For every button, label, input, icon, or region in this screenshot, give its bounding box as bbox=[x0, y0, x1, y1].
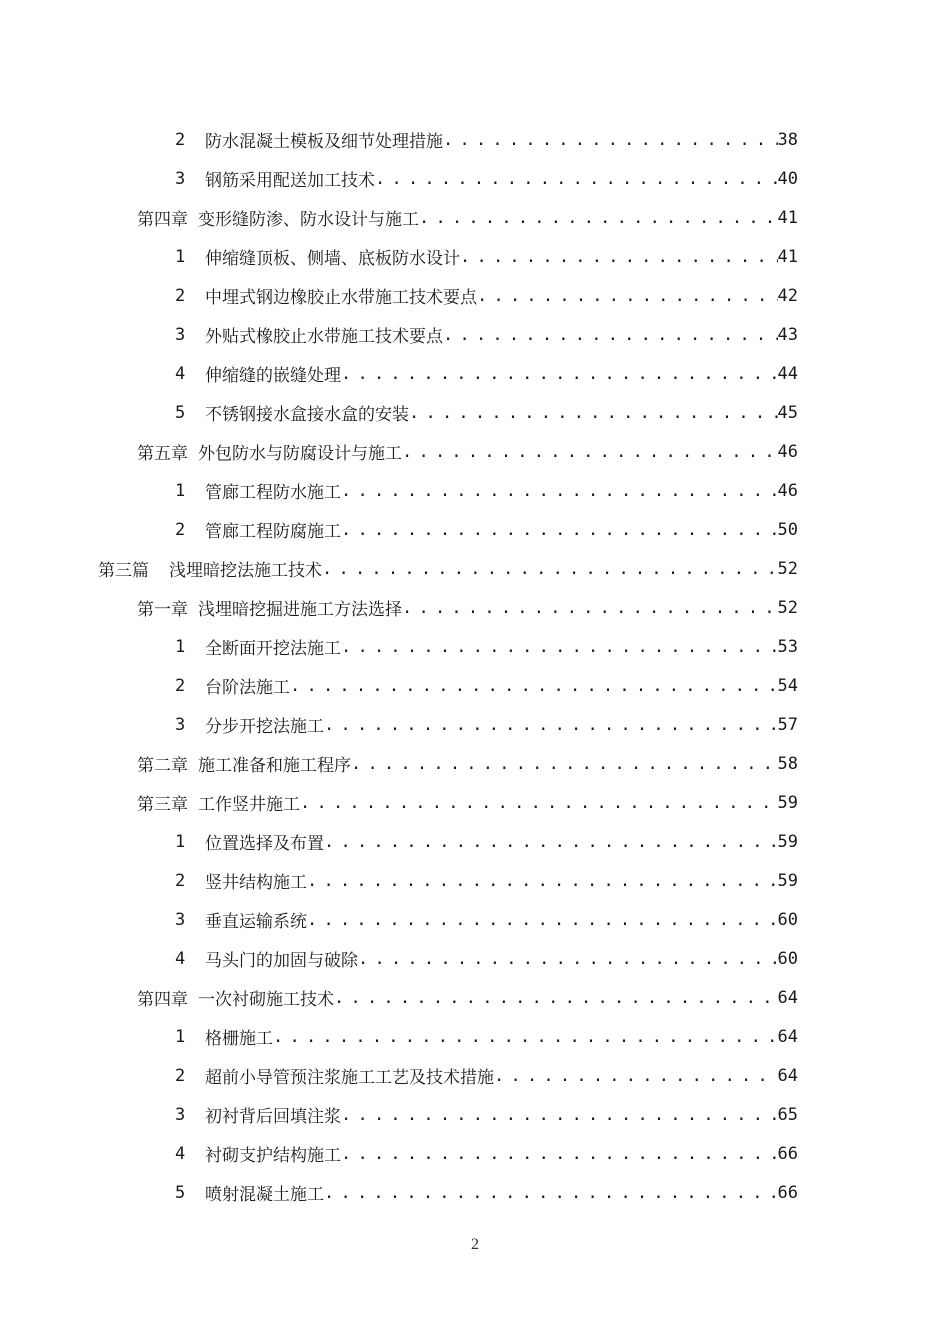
toc-entry-number: 2 bbox=[175, 285, 186, 306]
toc-entry-page: 59 bbox=[777, 870, 798, 891]
toc-dot-leader bbox=[443, 130, 778, 150]
toc-entry[interactable] bbox=[0, 627, 950, 666]
toc-entry-title: 一次衬砌施工技术 bbox=[198, 990, 334, 1010]
toc-dot-leader bbox=[419, 208, 778, 228]
toc-entry-title: 钢筋采用配送加工技术 bbox=[205, 171, 375, 191]
toc-entry-page: 54 bbox=[777, 675, 798, 696]
toc-entry-page: 60 bbox=[777, 948, 798, 969]
toc-entry-number: 3 bbox=[175, 909, 186, 930]
toc-entry[interactable] bbox=[0, 900, 950, 939]
toc-entry[interactable] bbox=[0, 861, 950, 900]
toc-entry-number: 1 bbox=[175, 480, 186, 501]
toc-entry-title: 工作竖井施工 bbox=[198, 795, 300, 815]
toc-entry-page: 66 bbox=[777, 1143, 798, 1164]
toc-entry-number: 1 bbox=[175, 831, 186, 852]
toc-entry[interactable] bbox=[0, 276, 950, 315]
table-of-contents bbox=[0, 120, 950, 1212]
toc-dot-leader bbox=[409, 403, 778, 423]
toc-entry-page: 41 bbox=[777, 207, 798, 228]
toc-dot-leader bbox=[375, 169, 778, 189]
toc-entry[interactable] bbox=[0, 666, 950, 705]
toc-entry[interactable] bbox=[0, 783, 950, 822]
toc-entry-title: 外包防水与防腐设计与施工 bbox=[198, 444, 402, 464]
toc-entry[interactable] bbox=[0, 978, 950, 1017]
toc-dot-leader bbox=[443, 325, 778, 345]
toc-entry[interactable] bbox=[0, 1095, 950, 1134]
toc-entry-page: 59 bbox=[777, 831, 798, 852]
toc-dot-leader bbox=[307, 910, 778, 930]
toc-entry[interactable] bbox=[0, 120, 950, 159]
page-number-footer: 2 bbox=[471, 1236, 479, 1253]
toc-entry[interactable] bbox=[0, 588, 950, 627]
toc-entry-number: 第四章 bbox=[137, 990, 188, 1010]
toc-entry[interactable] bbox=[0, 939, 950, 978]
toc-entry-page: 46 bbox=[777, 480, 798, 501]
toc-entry-page: 46 bbox=[777, 441, 798, 462]
toc-entry-page: 57 bbox=[777, 714, 798, 735]
toc-entry-page: 58 bbox=[777, 753, 798, 774]
toc-entry-title: 格栅施工 bbox=[205, 1029, 273, 1049]
toc-entry-title: 中埋式钢边橡胶止水带施工技术要点 bbox=[205, 288, 477, 308]
toc-entry-title: 超前小导管预注浆施工工艺及技术措施 bbox=[205, 1068, 494, 1088]
toc-entry-number: 4 bbox=[175, 948, 186, 969]
toc-dot-leader bbox=[324, 832, 778, 852]
toc-entry[interactable] bbox=[0, 1017, 950, 1056]
toc-entry-number: 3 bbox=[175, 168, 186, 189]
toc-dot-leader bbox=[334, 988, 778, 1008]
toc-entry-page: 64 bbox=[777, 1026, 798, 1047]
toc-entry-number: 第五章 bbox=[137, 444, 188, 464]
toc-dot-leader bbox=[307, 871, 778, 891]
toc-entry-title: 全断面开挖法施工 bbox=[205, 639, 341, 659]
toc-entry[interactable] bbox=[0, 393, 950, 432]
toc-dot-leader bbox=[402, 598, 778, 618]
toc-dot-leader bbox=[324, 715, 778, 735]
toc-entry-number: 2 bbox=[175, 870, 186, 891]
toc-entry-page: 45 bbox=[777, 402, 798, 423]
toc-dot-leader bbox=[322, 559, 778, 579]
toc-entry[interactable] bbox=[0, 822, 950, 861]
toc-entry[interactable] bbox=[0, 1173, 950, 1212]
toc-entry-number: 1 bbox=[175, 246, 186, 267]
toc-entry-number: 第三章 bbox=[137, 795, 188, 815]
toc-entry-title: 伸缩缝顶板、侧墙、底板防水设计 bbox=[205, 249, 460, 269]
toc-entry[interactable] bbox=[0, 354, 950, 393]
toc-entry-number: 第一章 bbox=[137, 600, 188, 620]
toc-entry-number: 2 bbox=[175, 129, 186, 150]
toc-entry-title: 垂直运输系统 bbox=[205, 912, 307, 932]
toc-entry-title: 衬砌支护结构施工 bbox=[205, 1146, 341, 1166]
toc-entry-title: 初衬背后回填注浆 bbox=[205, 1107, 341, 1127]
toc-entry-number: 2 bbox=[175, 675, 186, 696]
toc-entry[interactable] bbox=[0, 159, 950, 198]
toc-entry[interactable] bbox=[0, 471, 950, 510]
toc-dot-leader bbox=[341, 520, 778, 540]
toc-entry-number: 第四章 bbox=[137, 210, 188, 230]
toc-entry-page: 44 bbox=[777, 363, 798, 384]
toc-entry[interactable] bbox=[0, 744, 950, 783]
toc-entry-number: 3 bbox=[175, 324, 186, 345]
toc-entry-number: 2 bbox=[175, 1065, 186, 1086]
toc-entry-title: 台阶法施工 bbox=[205, 678, 290, 698]
toc-dot-leader bbox=[477, 286, 778, 306]
toc-entry[interactable] bbox=[0, 510, 950, 549]
toc-entry-title: 不锈钢接水盒接水盒的安装 bbox=[205, 405, 409, 425]
toc-dot-leader bbox=[402, 442, 778, 462]
toc-entry[interactable] bbox=[0, 1134, 950, 1173]
toc-dot-leader bbox=[300, 793, 778, 813]
toc-entry-number: 第三篇 bbox=[98, 561, 149, 581]
toc-entry-page: 53 bbox=[777, 636, 798, 657]
toc-entry[interactable] bbox=[0, 549, 950, 588]
toc-entry-number: 5 bbox=[175, 402, 186, 423]
toc-entry[interactable] bbox=[0, 315, 950, 354]
toc-entry-title: 位置选择及布置 bbox=[205, 834, 324, 854]
toc-entry-page: 41 bbox=[777, 246, 798, 267]
toc-entry-page: 50 bbox=[777, 519, 798, 540]
toc-entry-number: 5 bbox=[175, 1182, 186, 1203]
toc-dot-leader bbox=[273, 1027, 778, 1047]
toc-entry[interactable] bbox=[0, 1056, 950, 1095]
toc-entry-page: 66 bbox=[777, 1182, 798, 1203]
toc-entry-page: 43 bbox=[777, 324, 798, 345]
toc-entry-number: 3 bbox=[175, 1104, 186, 1125]
toc-entry-page: 40 bbox=[777, 168, 798, 189]
toc-dot-leader bbox=[341, 1144, 778, 1164]
toc-entry-number: 第二章 bbox=[137, 756, 188, 776]
toc-dot-leader bbox=[341, 364, 778, 384]
toc-entry[interactable] bbox=[0, 198, 950, 237]
toc-entry-page: 65 bbox=[777, 1104, 798, 1125]
toc-entry-page: 38 bbox=[777, 129, 798, 150]
toc-entry-page: 64 bbox=[777, 1065, 798, 1086]
toc-dot-leader bbox=[358, 949, 778, 969]
toc-entry-page: 60 bbox=[777, 909, 798, 930]
toc-entry[interactable] bbox=[0, 432, 950, 471]
toc-entry-number: 1 bbox=[175, 636, 186, 657]
toc-entry[interactable] bbox=[0, 705, 950, 744]
toc-entry-number: 4 bbox=[175, 363, 186, 384]
toc-dot-leader bbox=[351, 754, 778, 774]
toc-entry-page: 59 bbox=[777, 792, 798, 813]
toc-entry-title: 施工准备和施工程序 bbox=[198, 756, 351, 776]
toc-dot-leader bbox=[494, 1066, 778, 1086]
toc-entry-title: 管廊工程防腐施工 bbox=[205, 522, 341, 542]
toc-entry-title: 浅埋暗挖法施工技术 bbox=[169, 561, 322, 581]
toc-dot-leader bbox=[341, 481, 778, 501]
toc-dot-leader bbox=[460, 247, 778, 267]
toc-entry-title: 伸缩缝的嵌缝处理 bbox=[205, 366, 341, 386]
toc-entry-number: 1 bbox=[175, 1026, 186, 1047]
toc-entry-title: 外贴式橡胶止水带施工技术要点 bbox=[205, 327, 443, 347]
toc-entry-page: 52 bbox=[777, 558, 798, 579]
toc-entry-title: 竖井结构施工 bbox=[205, 873, 307, 893]
toc-dot-leader bbox=[341, 1105, 778, 1125]
toc-entry-title: 喷射混凝土施工 bbox=[205, 1185, 324, 1205]
toc-entry-page: 64 bbox=[777, 987, 798, 1008]
toc-entry-title: 分步开挖法施工 bbox=[205, 717, 324, 737]
toc-entry[interactable] bbox=[0, 237, 950, 276]
toc-entry-number: 4 bbox=[175, 1143, 186, 1164]
toc-entry-title: 马头门的加固与破除 bbox=[205, 951, 358, 971]
toc-dot-leader bbox=[290, 676, 778, 696]
toc-entry-title: 浅埋暗挖掘进施工方法选择 bbox=[198, 600, 402, 620]
toc-entry-number: 2 bbox=[175, 519, 186, 540]
toc-entry-title: 变形缝防渗、防水设计与施工 bbox=[198, 210, 419, 230]
toc-entry-number: 3 bbox=[175, 714, 186, 735]
toc-entry-title: 防水混凝土模板及细节处理措施 bbox=[205, 132, 443, 152]
toc-entry-title: 管廊工程防水施工 bbox=[205, 483, 341, 503]
toc-dot-leader bbox=[341, 637, 778, 657]
toc-dot-leader bbox=[324, 1183, 778, 1203]
toc-entry-page: 52 bbox=[777, 597, 798, 618]
toc-entry-page: 42 bbox=[777, 285, 798, 306]
